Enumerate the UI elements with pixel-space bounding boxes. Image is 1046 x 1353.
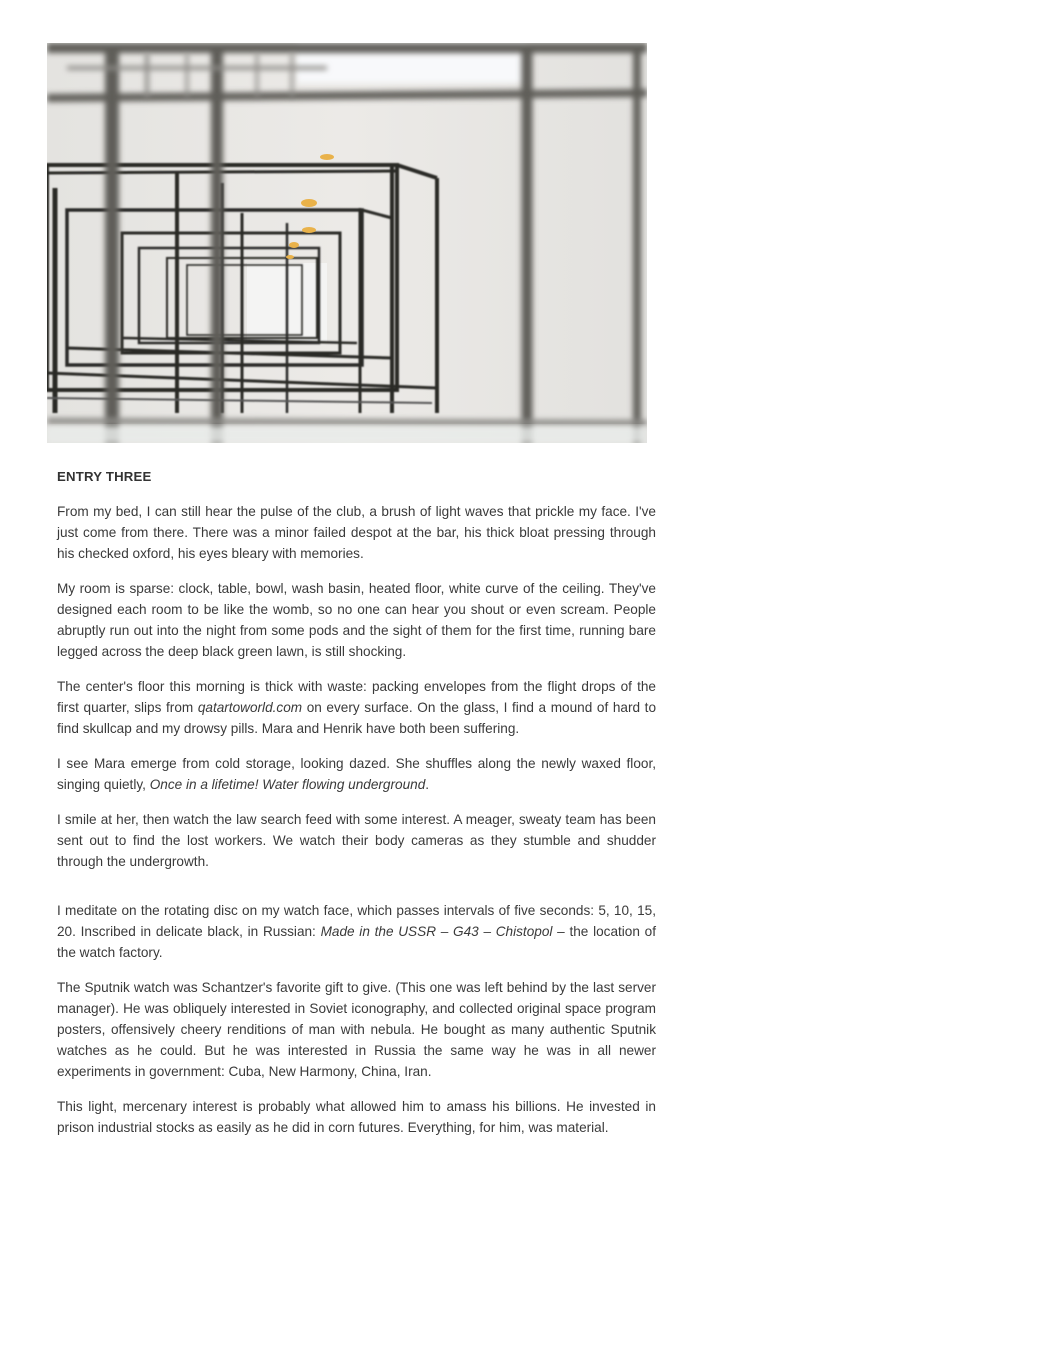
entry-text — [57, 466, 656, 1152]
wall — [47, 43, 647, 443]
entry-paragraphs — [57, 501, 656, 1138]
text-run: The Sputnik watch was Schantzer's favorite gift to give. (This one was left behind by the last server manager). He was obliquely interested in Soviet iconography, and collected original space program posters, offensively cheery renditions of man with nebula. He bought as many authentic Sputnik watches as he could. But he was interested in Russia the same way he was in all newer experiments in government: Cuba, New Harmony, China, Iran. — [57, 980, 656, 1079]
paragraph — [57, 900, 656, 963]
text-run: From my bed, I can still hear the pulse of the club, a brush of light waves that prickle my face. I've just come from there. There was a minor failed despot at the bar, his thick bloat pressing through his checked oxford, his eyes bleary with memories. — [57, 504, 656, 561]
paragraph — [57, 501, 656, 564]
text-run: – the location of the watch factory. — [57, 924, 656, 960]
italic-text: Once in a lifetime! Water flowing underground — [149, 777, 426, 792]
glass-shelf — [47, 426, 647, 443]
text-run: The center's floor this morning is thick with waste: packing envelopes from the flight drops of the first quarter, slips from — [57, 679, 656, 715]
entry-heading: ENTRY THREE — [57, 469, 152, 484]
text-run: I see Mara emerge from cold storage, looking dazed. She shuffles along the newly waxed floor, singing quietly, — [57, 756, 656, 792]
text-run: My room is sparse: clock, table, bowl, wash basin, heated floor, white curve of the ceiling. They've designed each room to be like the womb, so no one can hear you shout or even scream. People abruptly run out into the night from some pods and the sight of them for the first time, running bare legged across the deep black green lawn, is still shocking. — [57, 581, 656, 659]
paragraph — [57, 578, 656, 662]
text-run: . — [425, 777, 430, 792]
italic-text: qatartoworld.com — [197, 700, 303, 715]
installation-photo — [47, 43, 647, 443]
paragraph — [57, 977, 656, 1082]
text-run: This light, mercenary interest is probably what allowed him to amass his billions. He invested in prison industrial stocks as easily as he did in corn futures. Everything, for him, was material. — [57, 1099, 656, 1135]
photo-illustration — [47, 43, 647, 443]
text-run: I smile at her, then watch the law search feed with some interest. A meager, sweaty team has been sent out to find the lost workers. We watch their body cameras as they stumble and shudder through the undergrowth. — [57, 812, 656, 869]
text-run: on every surface. On the glass, I find a mound of hard to find skullcap and my drowsy pills. Mara and Henrik have both been suffering. — [57, 700, 656, 736]
paragraph — [57, 753, 656, 795]
paragraph — [57, 809, 656, 872]
italic-text: Made in the USSR – G43 – Chistopol — [320, 924, 553, 939]
text-run: I meditate on the rotating disc on my watch face, which passes intervals of five seconds: 5, 10, 15, 20. Inscribed in delicate black, in Russian: — [57, 903, 656, 939]
paragraph — [57, 1096, 656, 1138]
paragraph — [57, 676, 656, 739]
